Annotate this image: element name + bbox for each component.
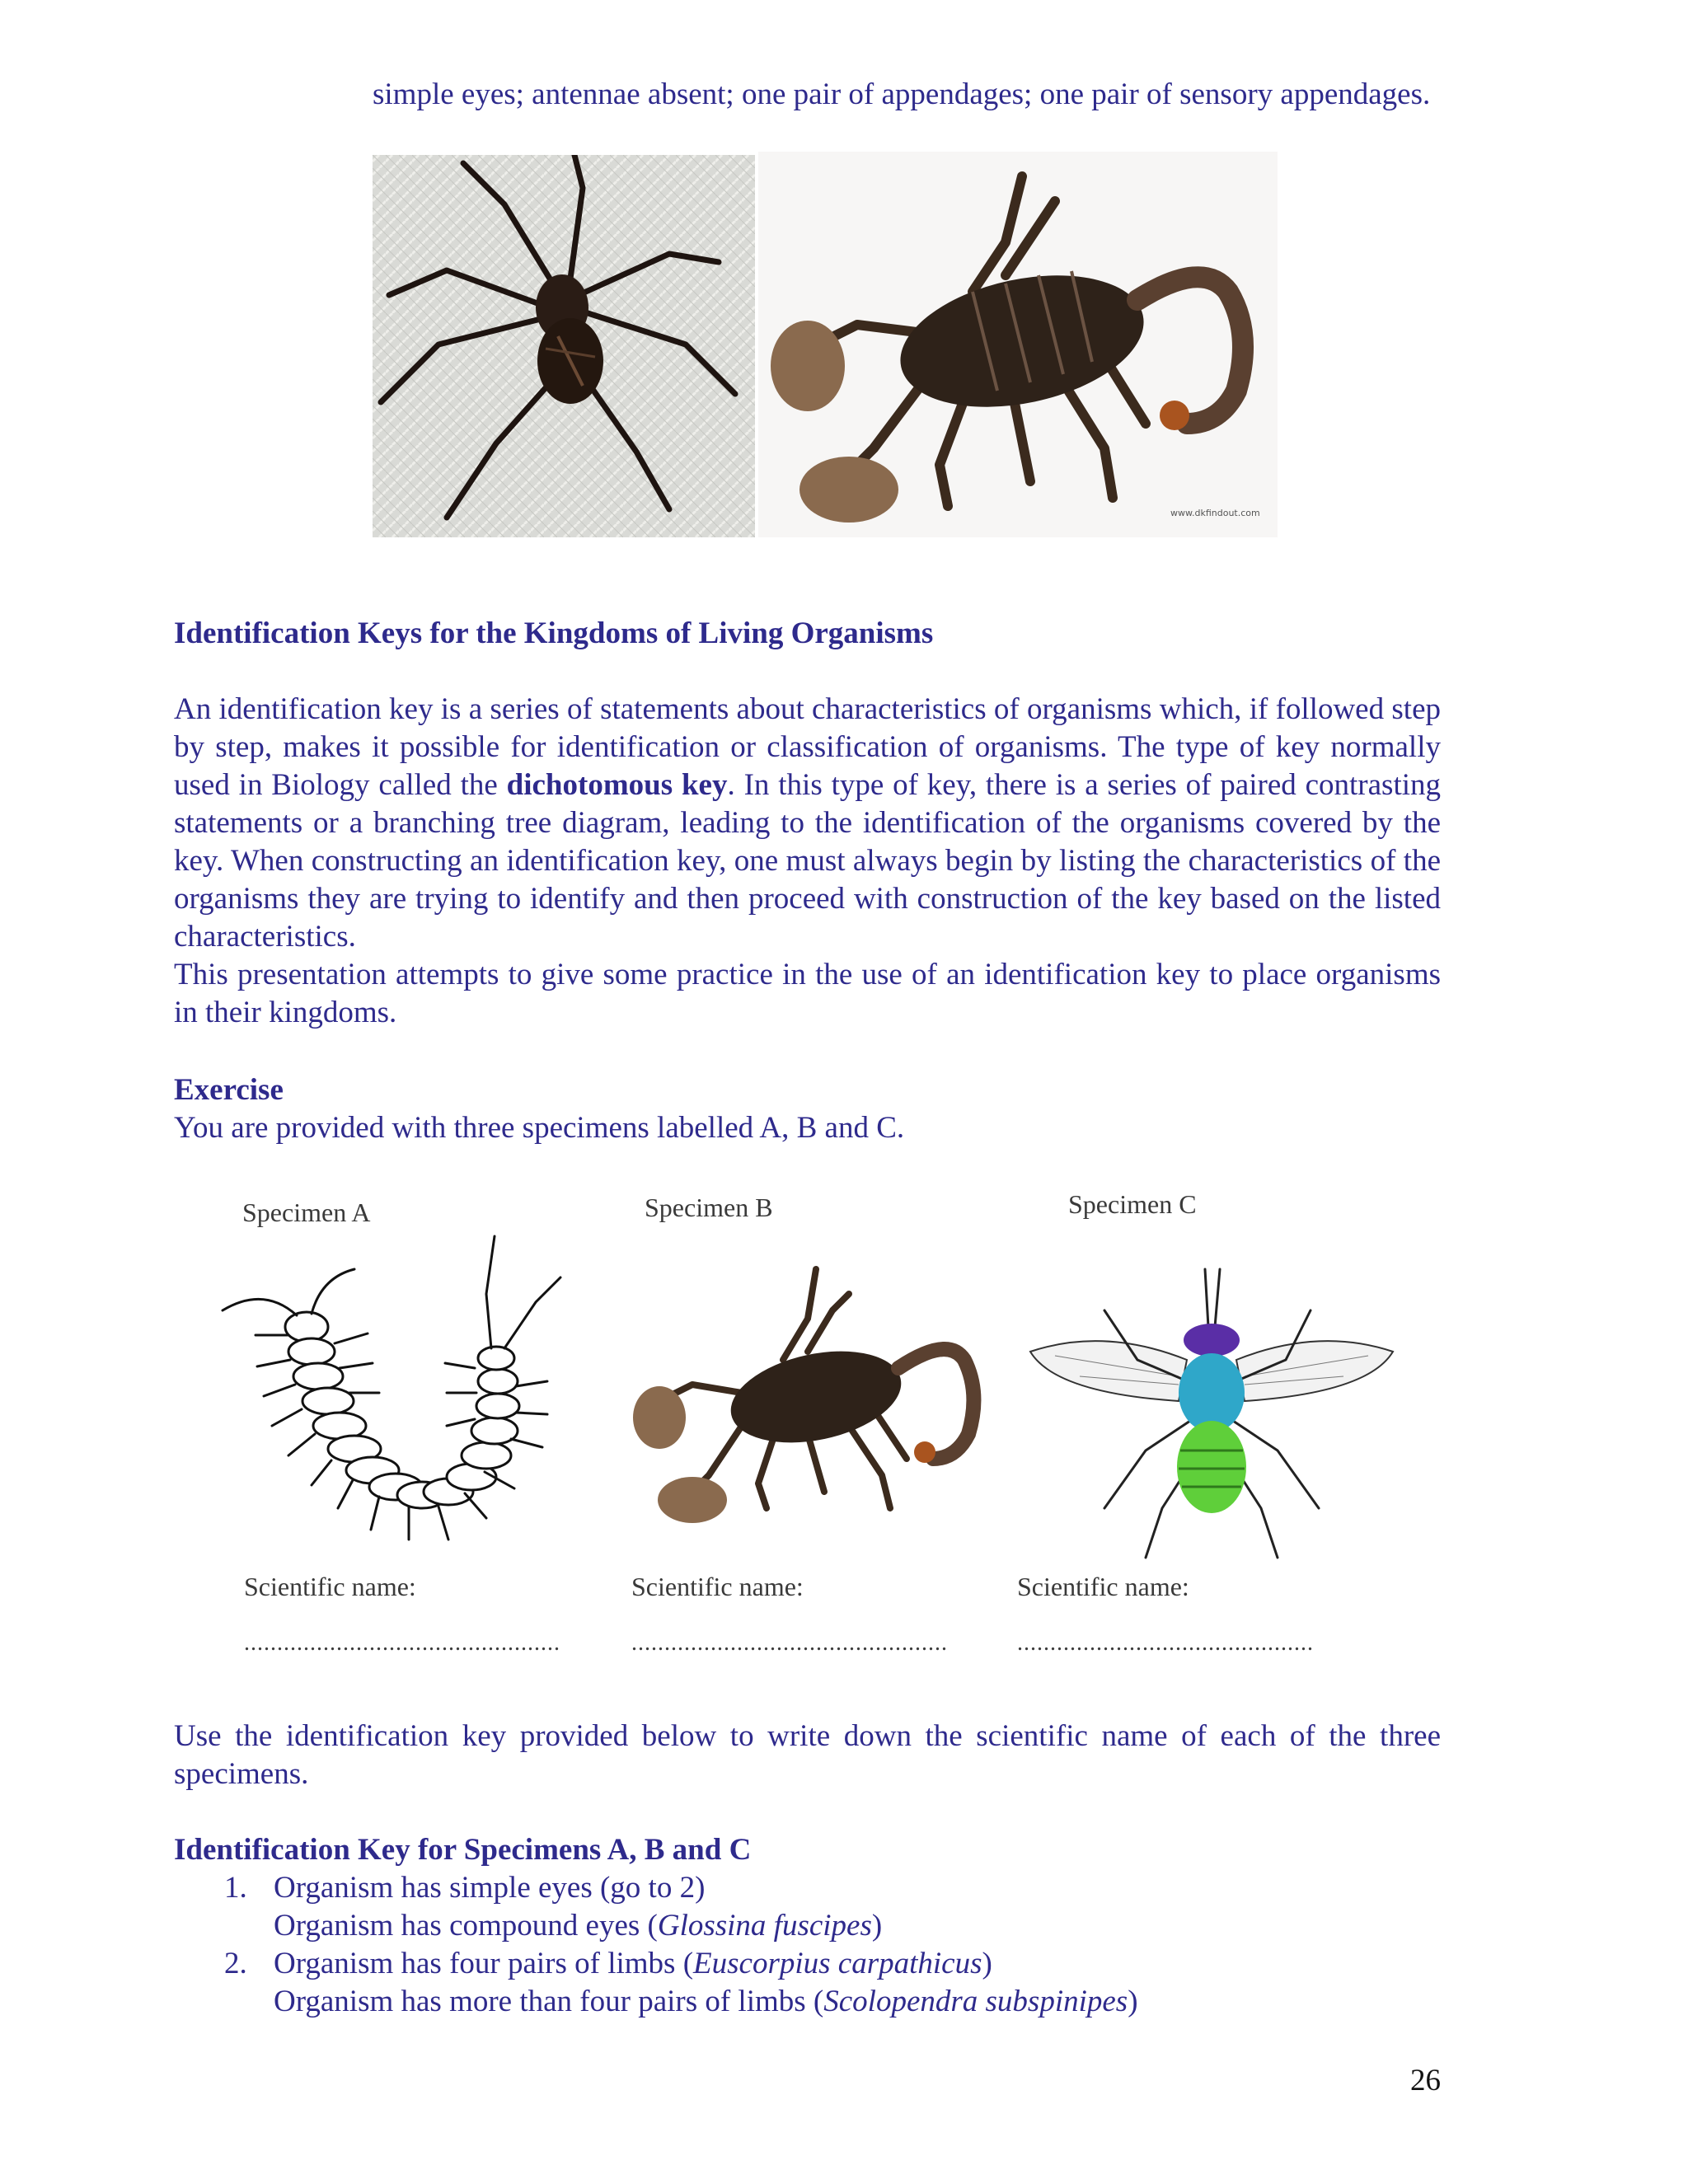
spider-photo bbox=[373, 155, 755, 537]
section-heading: Identification Keys for the Kingdoms of Living Organisms bbox=[174, 616, 934, 650]
exercise-text: You are provided with three specimens labelled A, B and C. bbox=[174, 1111, 905, 1145]
paragraph-definition bbox=[174, 691, 1441, 956]
key-item-2-option-a bbox=[274, 1945, 992, 1983]
page-number: 26 bbox=[1410, 2064, 1441, 2097]
specimen-b-scorpion-photo bbox=[626, 1261, 989, 1541]
specimen-c-label: Specimen C bbox=[1068, 1189, 1197, 1219]
specimen-c-name-label: Scientific name: bbox=[1017, 1572, 1189, 1601]
specimen-b-label: Specimen B bbox=[645, 1193, 773, 1222]
specimen-a-answer-blank[interactable]: ................................................ bbox=[244, 1630, 560, 1656]
paragraph-definition-part2: . In this type of key, there is a series of paired contrasting statements or a branching tree diagram, leading to the identification of the organisms covered by the key. When constructing an identification key, one must always begin by listing the characteristics of the organisms they are trying to identify and then proceed with construction of the key based on the listed characteristics. bbox=[174, 768, 1441, 954]
key-item-2-a-close: ) bbox=[982, 1947, 992, 1980]
specimen-a-centipede-drawing bbox=[214, 1228, 602, 1591]
key-item-2-b-close: ) bbox=[1128, 1985, 1138, 2018]
watermark-text: www.dkfindout.com bbox=[1170, 508, 1260, 518]
specimens-figure bbox=[198, 1179, 1418, 1673]
specimen-b-name-label: Scientific name: bbox=[631, 1572, 804, 1601]
instruction-text: Use the identification key provided below to write down the scientific name of each of the three specimens. bbox=[174, 1719, 1441, 1791]
key-item-2-b-text: Organism has more than four pairs of limbs ( bbox=[274, 1985, 824, 2018]
key-item-1-option-b bbox=[274, 1907, 882, 1945]
paragraph-definition-part1: An identification key is a series of statements about characteristics of organisms which, if followed step by step, makes it possible for identification or classification of organisms. The type of key normally used in Biology called the bbox=[174, 692, 1441, 802]
euscorpius-carpathicus-name: Euscorpius carpathicus bbox=[693, 1947, 982, 1980]
specimen-c-fly-drawing bbox=[1022, 1261, 1401, 1574]
specimen-c-answer-blank[interactable]: ............................................. bbox=[1017, 1630, 1314, 1656]
intro-text: simple eyes; antennae absent; one pair of appendages; one pair of sensory appendages. bbox=[373, 77, 1431, 111]
key-item-1-b-text: Organism has compound eyes ( bbox=[274, 1909, 658, 1943]
key-item-1-number: 1. bbox=[224, 1871, 247, 1905]
specimen-b-answer-blank[interactable]: ................................................ bbox=[631, 1630, 948, 1656]
key-item-1-option-a: Organism has simple eyes (go to 2) bbox=[274, 1871, 706, 1905]
scolopendra-subspinipes-name: Scolopendra subspinipes bbox=[823, 1985, 1128, 2018]
specimen-a-label: Specimen A bbox=[242, 1197, 371, 1227]
key-item-2-number: 2. bbox=[224, 1947, 247, 1980]
key-item-1-b-close: ) bbox=[871, 1909, 883, 1943]
key-heading: Identification Key for Specimens A, B and C bbox=[174, 1833, 752, 1867]
exercise-heading: Exercise bbox=[174, 1073, 284, 1107]
glossina-fuscipes-name: Glossina fuscipes bbox=[657, 1909, 872, 1943]
key-item-2-option-b bbox=[274, 1983, 1138, 2021]
scorpion-photo bbox=[758, 152, 1278, 537]
paragraph-purpose: This presentation attempts to give some practice in the use of an identification key to place organisms in their kingdoms. bbox=[174, 958, 1441, 1029]
key-item-2-a-text: Organism has four pairs of limbs ( bbox=[274, 1947, 694, 1980]
specimen-a-name-label: Scientific name: bbox=[244, 1572, 416, 1601]
dichotomous-key-term: dichotomous key bbox=[506, 768, 728, 802]
